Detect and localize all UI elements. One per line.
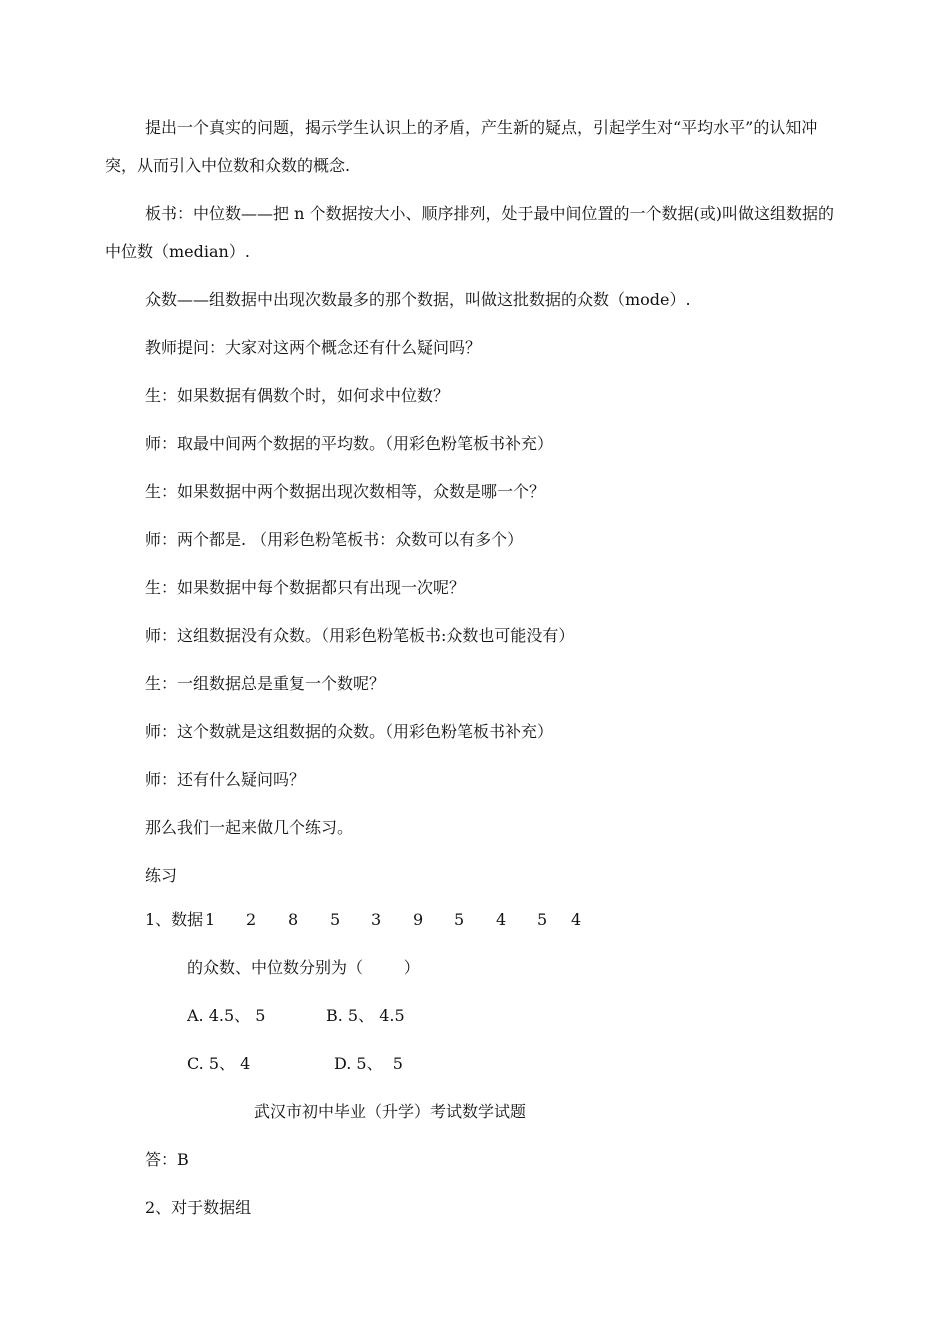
option-d: D. 5、 5 — [334, 1054, 403, 1073]
practice-heading: 练习 — [145, 866, 178, 885]
data-value: 9 — [413, 910, 424, 929]
dialogue-line: 生：一组数据总是重复一个数呢？ — [145, 674, 386, 693]
practice-intro: 那么我们一起来做几个练习。 — [145, 818, 354, 837]
data-value: 5 — [330, 910, 341, 929]
dialogue-line: 师：还有什么疑问吗？ — [145, 770, 306, 789]
dialogue-line: 生：如果数据有偶数个时，如何求中位数？ — [145, 386, 450, 405]
data-value: 3 — [371, 910, 382, 929]
dialogue-line: 师：这组数据没有众数。（用彩色粉笔板书:众数也可能没有） — [145, 626, 575, 645]
dialogue-line: 教师提问：大家对这两个概念还有什么疑问吗？ — [145, 338, 482, 357]
dialogue-line: 师：取最中间两个数据的平均数。（用彩色粉笔板书补充） — [145, 434, 554, 453]
exercise1-question: 的众数、中位数分别为（ ） — [187, 958, 420, 977]
data-value: 4 — [571, 910, 582, 929]
dialogue-line: 师：这个数就是这组数据的众数。（用彩色粉笔板书补充） — [145, 722, 554, 741]
dialogue-line: 师：两个都是. （用彩色粉笔板书：众数可以有多个） — [145, 530, 524, 549]
data-value: 4 — [496, 910, 507, 929]
exercise1-answer: 答：B — [145, 1150, 189, 1169]
data-value: 2 — [246, 910, 257, 929]
mode-definition: 众数——组数据中出现次数最多的那个数据，叫做这批数据的众数（mode）. — [145, 290, 691, 309]
data-value: 5 — [454, 910, 465, 929]
board-note-line2: 中位数（median）. — [105, 242, 250, 261]
option-a: A. 4.5、 5 — [187, 1006, 266, 1025]
exercise2-prefix: 2、对于数据组 — [145, 1198, 252, 1217]
data-value: 1 — [205, 910, 216, 929]
exercise1-data-row — [145, 910, 605, 930]
board-note-line1: 板书：中位数——把 n 个数据按大小、顺序排列，处于最中间位置的一个数据(或)叫做这组数据的 — [145, 204, 834, 223]
data-value: 8 — [288, 910, 299, 929]
exercise1-source: 武汉市初中毕业（升学）考试数学试题 — [254, 1102, 527, 1121]
intro-paragraph-line1: 提出一个真实的问题，揭示学生认识上的矛盾，产生新的疑点，引起学生对“平均水平”的认知冲 — [145, 118, 818, 137]
exercise1-prefix: 1、数据 — [145, 910, 204, 929]
dialogue-line: 生：如果数据中每个数据都只有出现一次呢？ — [145, 578, 466, 597]
option-b: B. 5、 4.5 — [326, 1006, 405, 1025]
intro-paragraph-line2: 突，从而引入中位数和众数的概念. — [105, 156, 351, 175]
option-c: C. 5、 4 — [187, 1054, 251, 1073]
dialogue-line: 生：如果数据中两个数据出现次数相等，众数是哪一个？ — [145, 482, 546, 501]
data-value: 5 — [537, 910, 548, 929]
